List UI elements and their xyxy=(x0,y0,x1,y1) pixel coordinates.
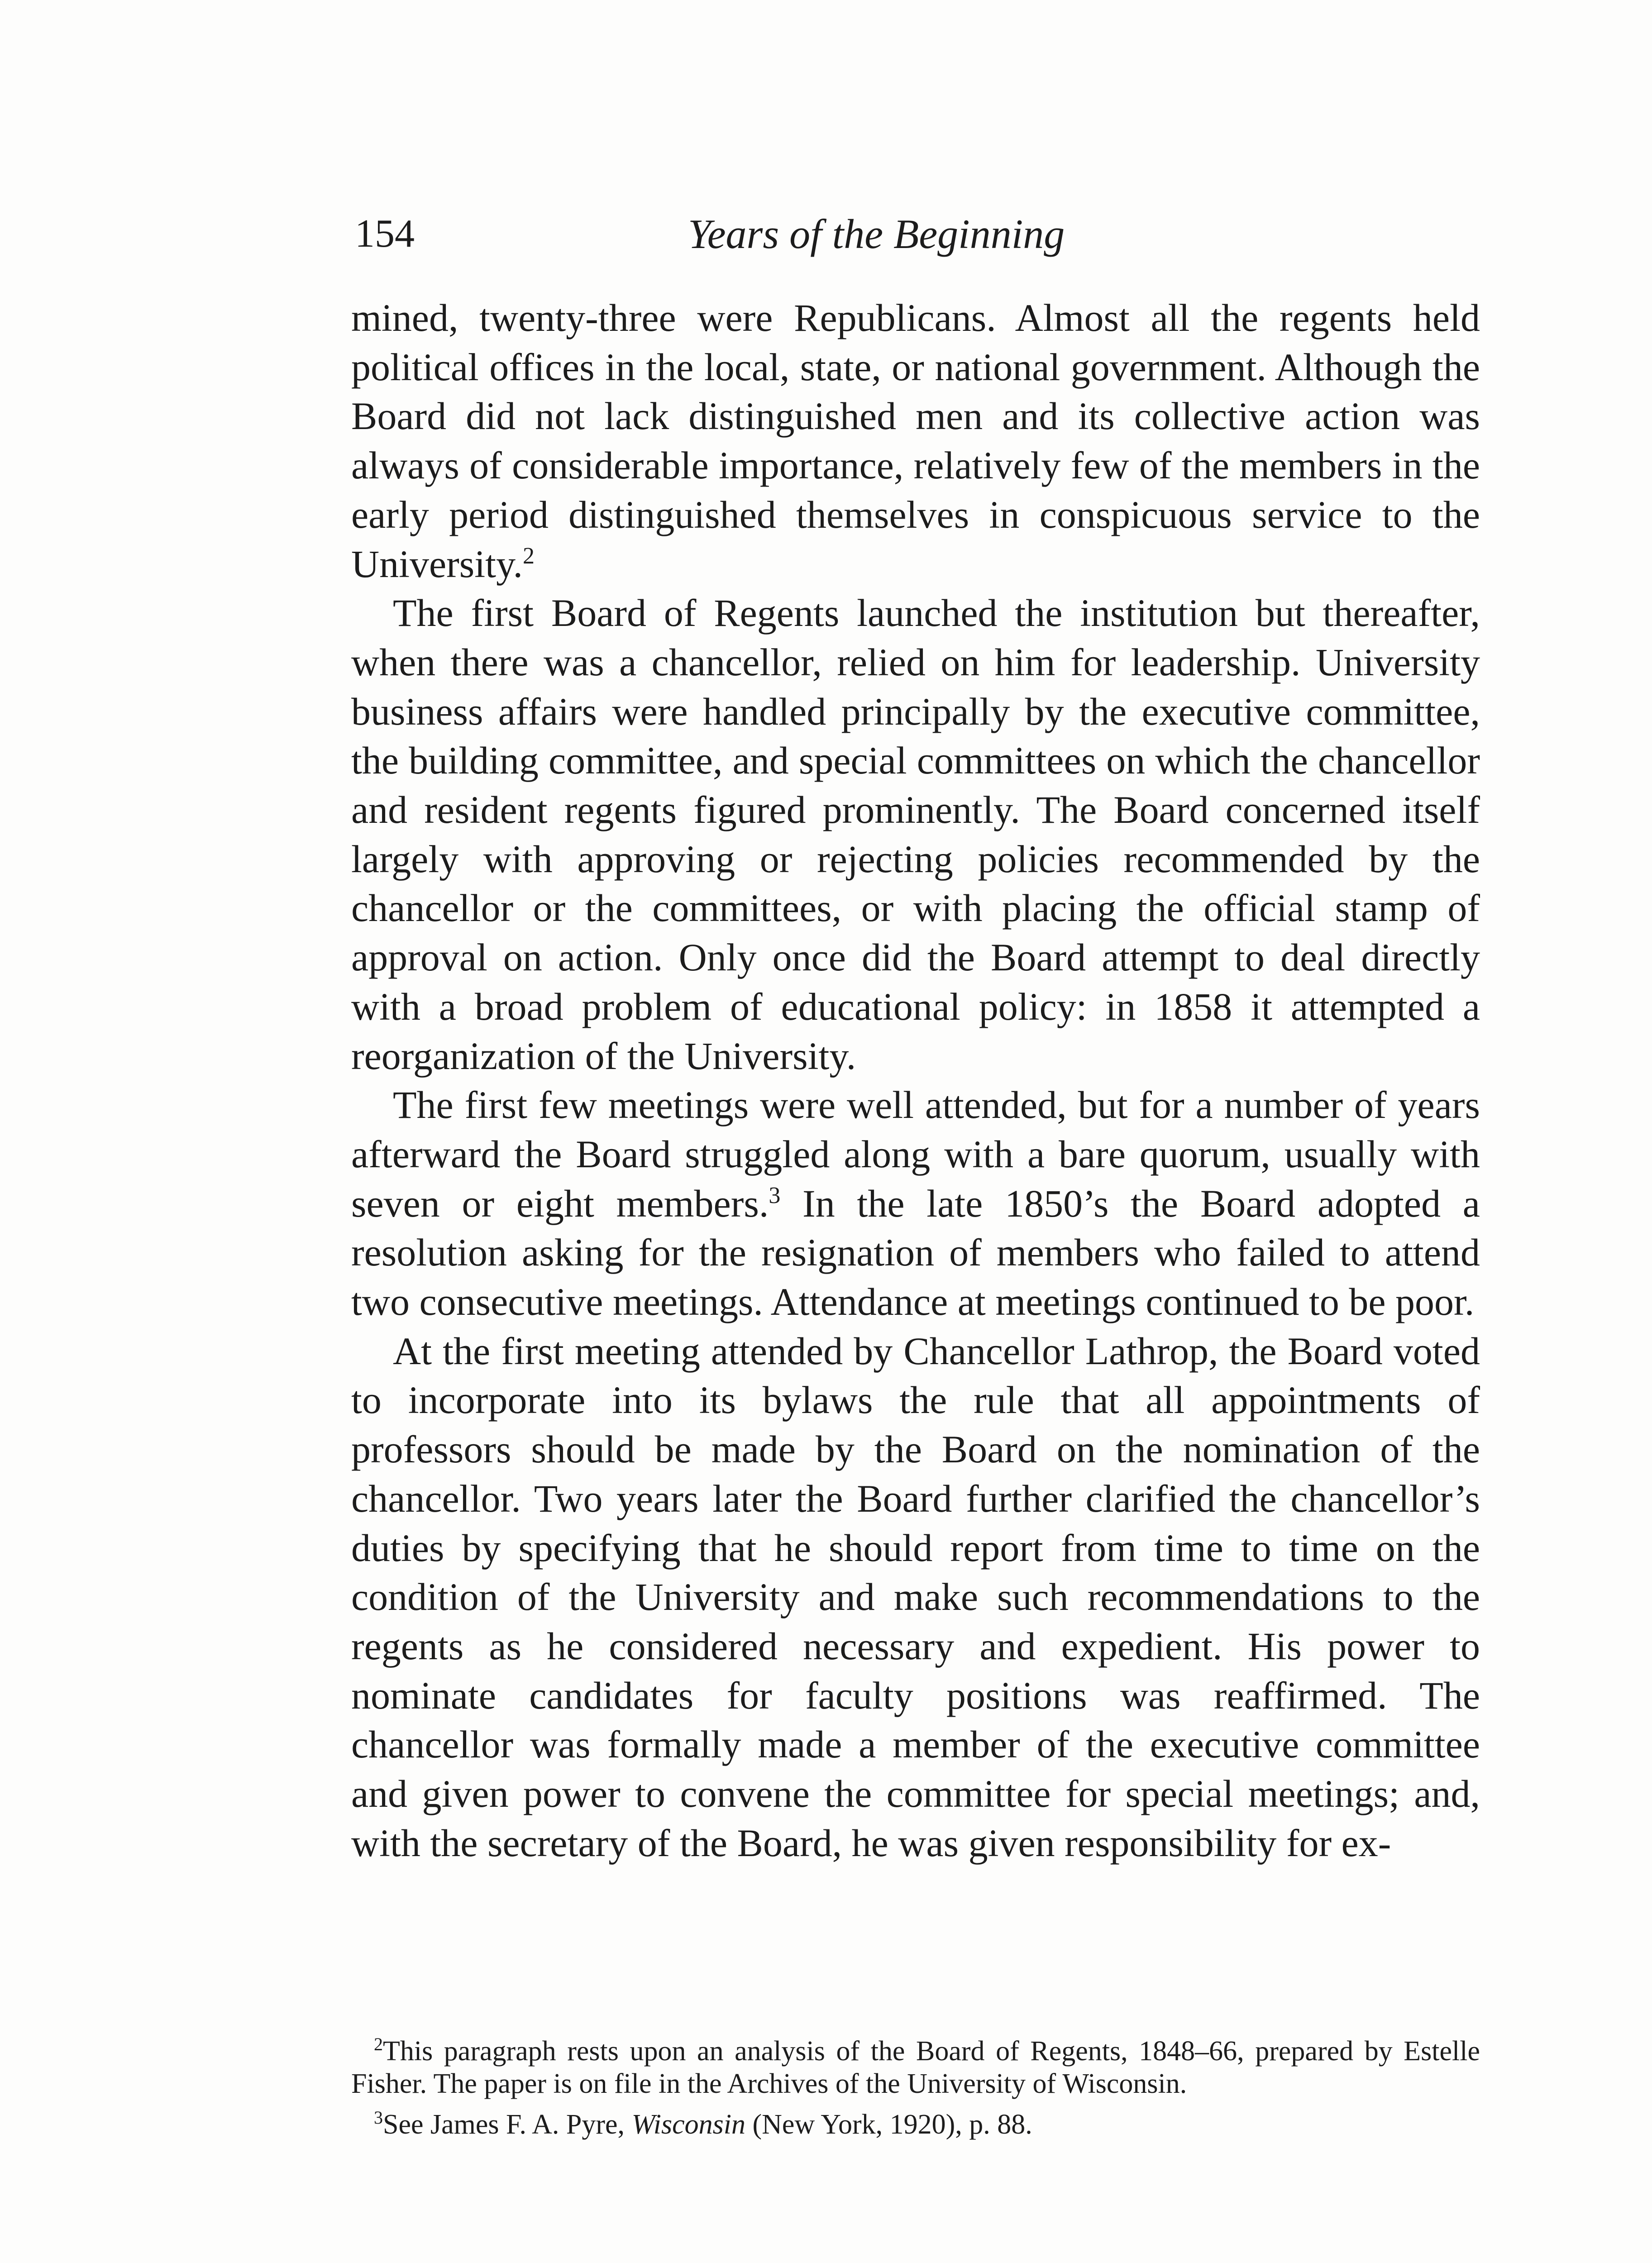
paragraph-3 xyxy=(351,1080,1480,1327)
page-number: 154 xyxy=(355,212,415,256)
paragraph-2 xyxy=(351,588,1480,1080)
paragraph-4-text: At the first meeting attended by Chancellor Lathrop, the Board voted to incorporate into its bylaws the rule that all appointments of professors should be made by the Board on the nomination of the chancellor. Two years later the Board further clarified the chancellor’s duties by specifying that he should report from time to time on the condition of the University and make such recommendations to the regents as he considered necessary and expedient. His power to nominate candidates for faculty positions was reaffirmed. The chancellor was formally made a member of the executive committee and given power to convene the committee for special meetings; and, with the secretary of the Board, he was given responsibility for ex- xyxy=(351,1329,1480,1865)
running-title: Years of the Beginning xyxy=(688,211,1065,257)
footnotes xyxy=(351,2035,1480,2141)
footnote-3 xyxy=(351,2108,1480,2141)
footnote-3-title: Wisconsin xyxy=(631,2109,746,2140)
footnote-2-text: This paragraph rests upon an analysis of the Board of Regents, 1848–66, prepared by Estelle Fisher. The paper is on file in the Archives of the University of Wisconsin. xyxy=(351,2036,1480,2099)
body-text xyxy=(351,293,1480,1868)
paragraph-2-text: The first Board of Regents launched the institution but thereafter, when there was a chancellor, relied on him for leadership. University business affairs were handled principally by the executive committee, the building committee, and special committees on which the chancellor and resident regents figured prominently. The Board concerned itself largely with approving or rejecting policies recommended by the chancellor or the committees, or with placing the official stamp of approval on action. Only once did the Board attempt to deal directly with a broad problem of educational policy: in 1858 it attempted a reorganization of the University. xyxy=(351,591,1480,1078)
footnote-ref-2[interactable]: 2 xyxy=(522,543,535,569)
footnote-3-text-before: See James F. A. Pyre, xyxy=(383,2109,632,2140)
paragraph-1 xyxy=(351,293,1480,588)
footnote-mark-2: 2 xyxy=(374,2034,383,2054)
footnote-mark-3: 3 xyxy=(374,2107,383,2128)
footnote-3-text-after: (New York, 1920), p. 88. xyxy=(745,2109,1032,2140)
paragraph-4 xyxy=(351,1327,1480,1868)
footnote-ref-3[interactable]: 3 xyxy=(769,1182,781,1208)
paragraph-3-text-after: In the late 1850’s the Board adopted a resolution asking for the resignation of members who failed to attend two consecutive meetings. Attendance at meetings continued to be poor. xyxy=(351,1181,1480,1324)
paragraph-1-text: mined, twenty-three were Republicans. Almost all the regents held political offices in the local, state, or national government. Although the Board did not lack distinguished men and its collective action was always of considerable importance, relatively few of the members in the early period distinguished themselves in conspicuous service to the University. xyxy=(351,296,1480,586)
running-head xyxy=(355,209,1486,277)
paragraph-3-text-before: The first few meetings were well attended, but for a number of years afterward the Board struggled along with a bare quorum, usually with seven or eight members. xyxy=(351,1083,1480,1225)
footnote-2 xyxy=(351,2035,1480,2100)
